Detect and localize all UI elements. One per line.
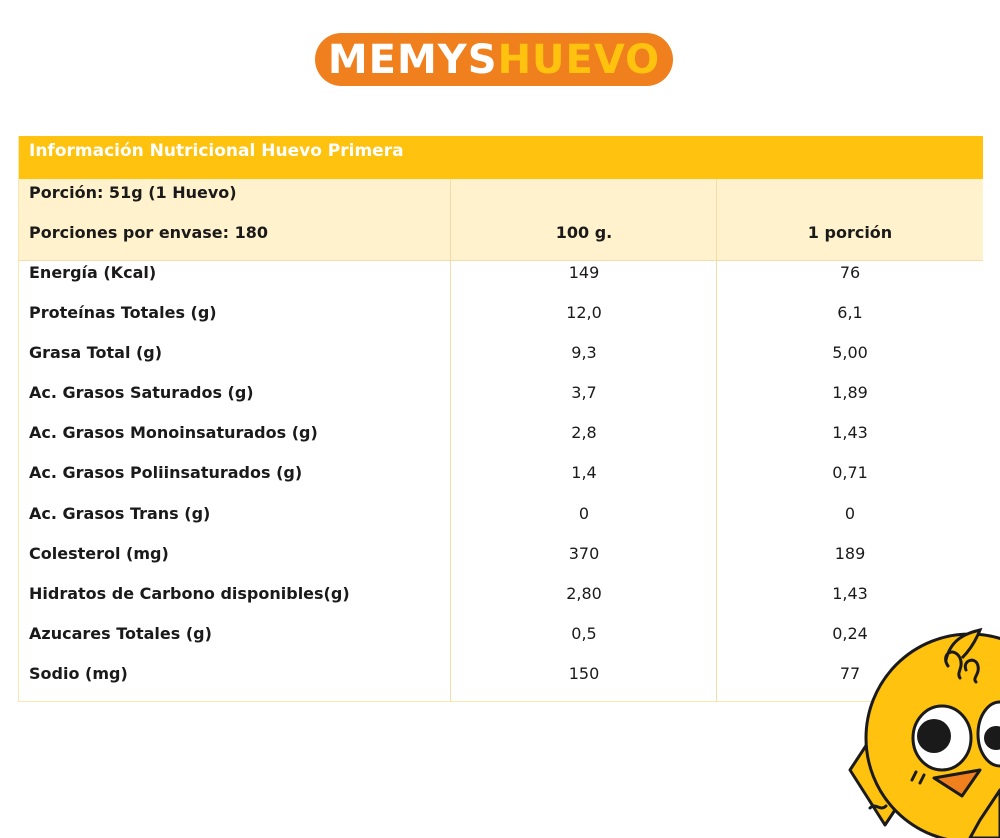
value-100g: 0 <box>578 503 590 523</box>
table-row <box>19 261 983 301</box>
table-row <box>19 461 983 501</box>
row-label: Energía (Kcal) <box>29 263 157 282</box>
value-100g: 2,8 <box>571 423 597 443</box>
serving-size: Porción: 51g (1 Huevo) <box>29 183 237 202</box>
nutrition-table <box>18 136 982 702</box>
value-portion: 1,43 <box>832 423 868 443</box>
row-label: Ac. Grasos Trans (g) <box>29 503 211 523</box>
value-portion: 0,24 <box>832 623 868 643</box>
value-portion: 0 <box>844 503 856 523</box>
value-100g: 149 <box>568 263 600 282</box>
table-header <box>19 179 983 261</box>
value-portion: 77 <box>839 663 861 683</box>
table-row <box>19 381 983 421</box>
row-label: Ac. Grasos Monoinsaturados (g) <box>29 423 318 443</box>
value-portion: 5,00 <box>832 343 868 363</box>
table-row <box>19 421 983 461</box>
value-100g: 3,7 <box>571 383 597 403</box>
value-portion: 1,43 <box>832 583 868 603</box>
value-100g: 12,0 <box>566 303 602 323</box>
row-label: Ac. Grasos Saturados (g) <box>29 383 254 403</box>
value-portion: 6,1 <box>837 303 863 323</box>
table-row <box>19 301 983 341</box>
logo-word-memys: MEMYS <box>327 36 498 83</box>
table-row <box>19 502 983 542</box>
table-row <box>19 341 983 381</box>
value-portion: 76 <box>839 263 861 282</box>
row-label: Ac. Grasos Poliinsaturados (g) <box>29 463 303 483</box>
row-label: Sodio (mg) <box>29 663 128 683</box>
brand-logo <box>315 33 673 86</box>
row-label: Azucares Totales (g) <box>29 623 212 643</box>
logo-word-huevo: HUEVO <box>497 36 661 83</box>
value-100g: 370 <box>568 543 600 563</box>
value-100g: 9,3 <box>571 343 597 363</box>
servings-per-pack: Porciones por envase: 180 <box>29 223 269 242</box>
value-portion: 0,71 <box>832 463 868 483</box>
row-label: Proteínas Totales (g) <box>29 303 217 323</box>
value-100g: 1,4 <box>571 463 597 483</box>
row-label: Grasa Total (g) <box>29 343 163 363</box>
table-title: Información Nutricional Huevo Primera <box>19 136 983 179</box>
chick-mascot <box>830 620 1000 838</box>
value-100g: 150 <box>568 663 600 683</box>
row-label: Colesterol (mg) <box>29 543 169 563</box>
value-100g: 2,80 <box>566 583 602 603</box>
value-portion: 1,89 <box>832 383 868 403</box>
row-label: Hidratos de Carbono disponibles(g) <box>29 583 350 603</box>
table-row <box>19 542 983 582</box>
column-header-portion: 1 porción <box>807 223 893 242</box>
column-header-100g: 100 g. <box>555 223 613 242</box>
table-row <box>19 582 983 622</box>
value-100g: 0,5 <box>571 623 597 643</box>
value-portion: 189 <box>834 543 866 563</box>
